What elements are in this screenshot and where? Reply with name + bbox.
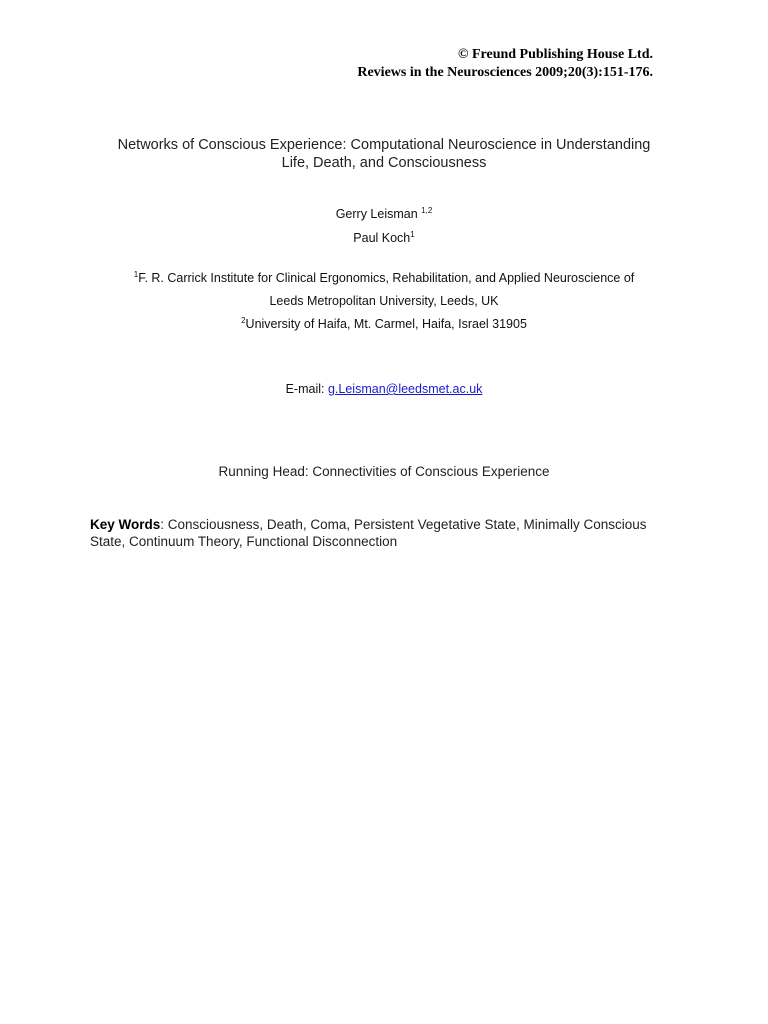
author-1 (0, 202, 768, 226)
affiliation-marker: 1 (133, 270, 139, 279)
keywords-text: Consciousness, Death, Coma, Persistent Vegetative State, Minimally Conscious State, Continuum Theory, Functional Disconnection (90, 517, 647, 549)
running-head: Running Head: Connectivities of Conscious Experience (218, 464, 550, 479)
email-link[interactable]: g.Leisman@leedsmet.ac.uk (327, 382, 483, 396)
author-affiliation-marker: 1,2 (421, 206, 433, 215)
publication-info (357, 46, 653, 82)
affiliation-list (0, 267, 768, 336)
paper-title (90, 136, 678, 172)
publisher-line: © Freund Publishing House Ltd. (458, 47, 653, 62)
author-name: Gerry Leisman (335, 207, 422, 221)
keywords-section (90, 516, 678, 550)
title-line-2: Life, Death, and Consciousness (281, 155, 487, 171)
affiliation-text: University of Haifa, Mt. Carmel, Haifa, Israel 31905 (245, 317, 527, 331)
email-label: E-mail: (285, 382, 328, 396)
contact-email (0, 380, 768, 398)
affiliation-1 (0, 267, 768, 290)
journal-citation: Reviews in the Neurosciences 2009;20(3):151-176. (357, 65, 653, 80)
author-2 (0, 226, 768, 250)
author-name: Paul Koch (353, 231, 411, 245)
keywords-label: Key Words (90, 517, 161, 532)
affiliation-1-continued: Leeds Metropolitan University, Leeds, UK (269, 294, 499, 308)
affiliation-2 (0, 313, 768, 336)
title-line-1: Networks of Conscious Experience: Computational Neuroscience in Understanding (117, 137, 651, 153)
keywords-separator: : (160, 517, 168, 532)
affiliation-marker: 2 (241, 316, 246, 325)
author-affiliation-marker: 1 (410, 230, 415, 239)
affiliation-text: F. R. Carrick Institute for Clinical Ergonomics, Rehabilitation, and Applied Neuroscience of (138, 271, 635, 285)
author-list (0, 202, 768, 250)
